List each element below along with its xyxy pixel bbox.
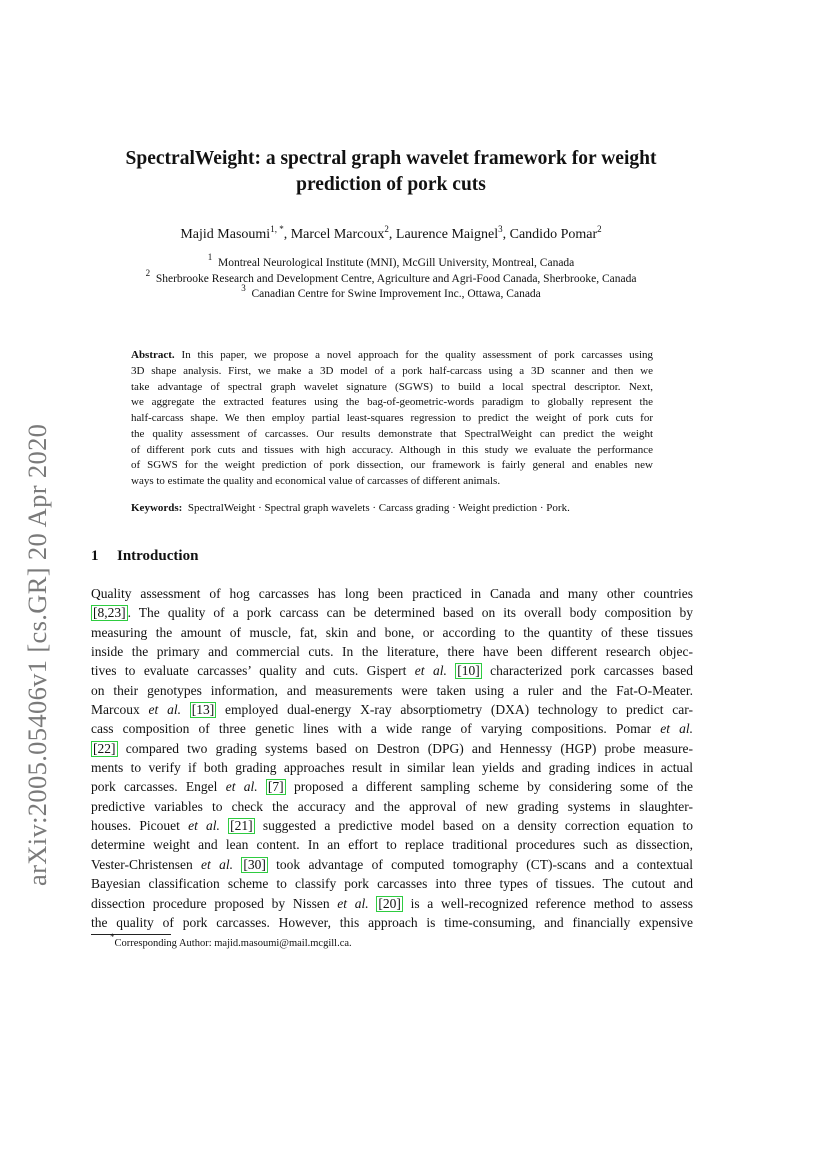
citation-link[interactable]: [10] [457,663,480,679]
body-italic: et al. [414,663,447,679]
body-line [91,835,693,854]
body-text [220,818,228,833]
author-4: Candido Pomar$^2$ [509,224,602,242]
keywords [131,501,653,517]
body-text [181,702,190,717]
footnote-rule [91,934,171,935]
section-number: 1 [91,548,99,564]
body-line [91,739,693,758]
body-text: on their genotypes information, and measurements were taken using a ruler and the Fat-O-Meater. [91,682,693,698]
abstract-line [131,380,653,396]
footnote-mark: * [110,932,115,942]
body-line [91,874,693,893]
body-line [91,797,693,816]
citation-link[interactable]: [20] [378,895,401,911]
body-line [91,681,693,700]
body-text: ments to verify if both grading approaches result in similar lean yields and grading indices in actual [91,760,693,776]
body-text: cass composition of three genetic lines with a wide range of varying compositions. Pomar [91,721,661,737]
body-text: Vester-Christensen [91,856,202,872]
abstract-line [131,395,653,411]
body-line [91,719,693,738]
author-2: Marcel Marcoux$^2$ [290,224,389,242]
body-text: determine weight and lean content. In an effort to replace traditional procedures such as dissection, [91,837,693,853]
body-text: pork carcasses. Engel [91,779,226,795]
body-text: tives to evaluate carcasses’ quality and cuts. Gispert [91,663,415,679]
abstract-line [131,411,653,427]
body-italic: et al. [225,779,258,795]
body-text [258,779,266,794]
abstract-line [131,474,653,490]
body-text: predictive variables to check the accuracy and the approval of new grading systems in slaughter- [91,798,693,814]
citation-link[interactable]: [8,23] [93,605,126,621]
body-line [91,700,693,719]
introduction-body [91,584,693,932]
abstract-line-text: of SGWS for the weight prediction of pork dissection, our framework is fairly general and enables new [131,459,653,472]
title-line-2: prediction of pork cuts [296,173,486,195]
abstract-line-text: 3D shape analysis. First, we make a 3D model of a pork half-carcass using a 3D scanner and then we [131,364,653,377]
citation-link[interactable]: [22] [93,740,116,756]
body-text: Bayesian classification scheme to classify pork carcasses into three types of tissues. The cutout and [91,876,693,892]
body-text [369,896,377,911]
body-text: measuring the amount of muscle, fat, skin and bone, or according to the quantity of these tissues [91,624,693,640]
abstract [131,348,653,490]
body-text: Quality assessment of hog carcasses has long been practiced in Canada and many other countries [91,586,693,601]
body-text: is a well-recognized reference method to assess [402,895,694,911]
body-line [91,894,693,913]
body-italic: et al. [660,721,693,737]
author-1: Majid Masoumi$^{1, *}$ [180,224,284,242]
body-text: the quality of pork carcasses. However, this approach is time-consuming, and financially expensive [91,914,693,930]
body-line [91,642,693,661]
paper-title [100,146,682,197]
body-text: took advantage of computed tomography (CT)-scans and a contextual [267,856,693,872]
body-text: proposed a different sampling scheme by considering some of the [285,779,693,795]
body-line [91,913,693,932]
body-text: compared two grading systems based on Destron (DPG) and Hennessy (HGP) probe measure- [117,740,693,756]
body-text: houses. Picouet [91,818,189,834]
section-heading [91,548,198,565]
body-line [91,777,693,796]
arxiv-margin-stamp: arXiv:2005.05406v1 [cs.GR] 20 Apr 2020 [22,423,52,886]
keywords-text: SpectralWeight · Spectral graph wavelets · Carcass grading · Weight prediction · Pork. [187,502,570,514]
body-line [91,816,693,835]
author-3: Laurence Maignel$^3$ [395,224,503,242]
body-text [233,857,241,872]
body-line [91,661,693,680]
citation-link[interactable]: [7] [267,779,284,795]
section-title: Introduction [117,548,199,564]
body-text: characterized pork carcasses based [481,663,694,679]
abstract-line [131,427,653,443]
abstract-label: Abstract. [131,349,175,361]
author-list: Majid Masoumi$^{1, *}$, Marcel Marcoux$^2$, Laurence Maignel$^3$, Candido Pomar$^2$ [180,224,602,242]
body-italic: et al. [148,702,181,718]
title-line-1: SpectralWeight: a spectral graph wavelet framework for weight [125,148,657,169]
body-italic: et al. [188,818,220,834]
abstract-line [131,364,653,380]
abstract-line [131,458,653,474]
body-text: dissection procedure proposed by Nissen [91,895,338,911]
abstract-line-text: ways to estimate the quality and economical value of carcasses of different animals. [131,475,501,487]
abstract-line [131,443,653,459]
keywords-label: Keywords: [131,502,183,514]
body-line [91,603,693,622]
footnote-text: Corresponding Author: majid.masoumi@mail.mcgill.ca. [114,938,352,949]
citation-link[interactable]: [30] [243,856,266,872]
footnote [110,932,352,949]
body-text: suggested a predictive model based on a density correction equation to [254,818,694,834]
body-text: employed dual-energy X-ray absorptiometry (DXA) technology to predict car- [216,702,693,718]
body-text: . The quality of a pork carcass can be determined based on its overall body composition by [127,605,693,621]
abstract-line [131,348,653,364]
abstract-line-text: of different pork cuts and tissues with high accuracy. Although in this study we evaluate the performance [131,443,653,456]
abstract-line-text: half-carcass shape. We then employ partial least-squares regression to predict the weight of pork cuts for [131,412,653,424]
body-line [91,623,693,642]
body-italic: et al. [201,856,233,872]
body-text [447,663,455,678]
body-line [91,758,693,777]
affiliations [60,252,722,303]
body-text: inside the primary and commercial cuts. In the literature, there have been different research objec- [91,644,693,660]
affiliation-3: $^3$ Canadian Centre for Swine Improvement Inc., Ottawa, Canada [241,283,541,300]
abstract-line-text: In this paper, we propose a novel approach for the quality assessment of pork carcasses using [181,349,653,361]
abstract-line-text: take advantage of spectral graph wavelet signature (SGWS) to build a local spectral descriptor. Next, [131,380,653,393]
body-italic: et al. [337,895,369,911]
citation-link[interactable]: [21] [230,818,253,834]
affiliation-2: $^2$ Sherbrooke Research and Development Centre, Agriculture and Agri-Food Canada, Sherbrooke, Canada [145,267,637,285]
abstract-line-text: the quality assessment of carcasses. Our results demonstrate that SpectralWeight can predict the weight [131,427,653,440]
citation-link[interactable]: [13] [191,702,215,718]
body-line [91,855,693,874]
body-text: Marcoux [91,702,149,718]
abstract-line-text: we aggregate the extracted features using the bag-of-geometric-words paradigm to globally represent the [131,396,653,409]
affiliation-1: $^1$ Montreal Neurological Institute (MNI), McGill University, Montreal, Canada [207,252,575,269]
body-line [91,584,693,603]
